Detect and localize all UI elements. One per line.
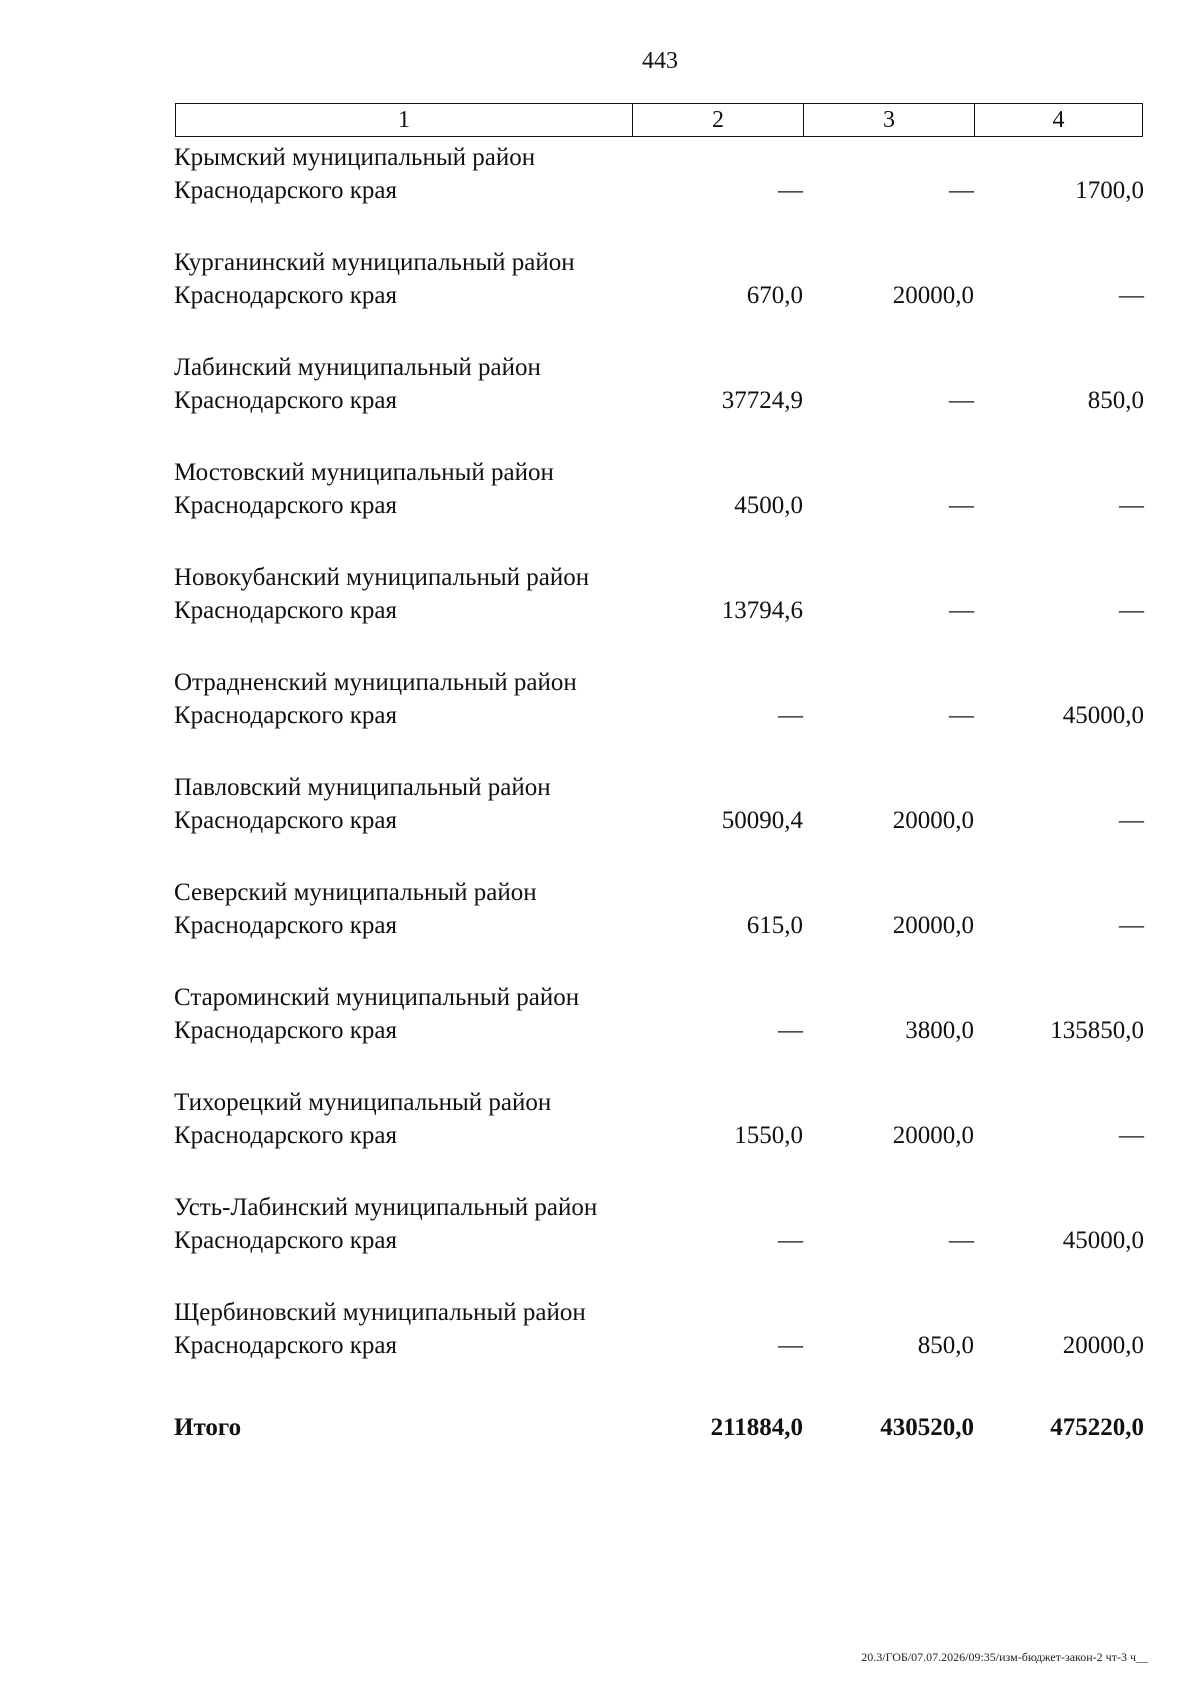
row-value-col-2: 615,0: [746, 912, 803, 939]
header-col-2: 2: [632, 104, 803, 136]
row-name: Отрадненский муниципальный район Краснодарского края: [174, 669, 577, 729]
row-name: Лабинский муниципальный район Краснодарского края: [174, 354, 541, 414]
row-value-col-2: 1550,0: [734, 1122, 803, 1149]
header-col-1: 1: [398, 107, 410, 133]
row-value-col-3: —: [949, 492, 974, 519]
row-value-col-4: —: [1119, 597, 1144, 624]
row-value-col-2: —: [778, 1227, 803, 1254]
table-row: [174, 351, 1144, 456]
row-value-col-3: 20000,0: [892, 912, 974, 939]
row-value-col-4: —: [1119, 807, 1144, 834]
row-value-col-4: 135850,0: [1050, 1017, 1144, 1044]
table-row: [174, 1086, 1144, 1191]
row-value-col-2: 37724,9: [721, 387, 803, 414]
table-row: [174, 771, 1144, 876]
table-row: [174, 246, 1144, 351]
row-value-col-3: 20000,0: [892, 282, 974, 309]
row-name: Курганинский муниципальный район Краснодарского края: [174, 249, 575, 309]
table-row: [174, 666, 1144, 771]
row-value-col-2: —: [778, 177, 803, 204]
table-row: [174, 141, 1144, 246]
row-value-col-2: 50090,4: [721, 807, 803, 834]
row-value-col-4: —: [1119, 492, 1144, 519]
table-body: [174, 141, 1144, 1461]
row-name: Староминский муниципальный район Краснодарского края: [174, 984, 580, 1044]
row-value-col-2: 670,0: [746, 282, 803, 309]
row-name: Крымский муниципальный район Краснодарского края: [174, 144, 536, 204]
row-value-col-2: 4500,0: [734, 492, 803, 519]
document-footer-code: 20.3/ГОБ/07.07.2026/09:35/изм-бюджет-закон-2 чт-3 ч__: [861, 1650, 1148, 1664]
table-row: [174, 981, 1144, 1086]
row-value-col-3: —: [949, 1227, 974, 1254]
row-name: Усть-Лабинский муниципальный район Краснодарского края: [174, 1194, 598, 1254]
row-name: Щербиновский муниципальный район Краснодарского края: [174, 1299, 586, 1359]
row-value-col-4: 850,0: [1087, 387, 1144, 414]
total-value-col-3: 430520,0: [880, 1414, 974, 1441]
row-value-col-4: —: [1119, 282, 1144, 309]
row-value-col-2: —: [778, 1332, 803, 1359]
row-value-col-3: —: [949, 177, 974, 204]
row-value-col-3: 20000,0: [892, 1122, 974, 1149]
row-value-col-4: —: [1119, 1122, 1144, 1149]
row-value-col-3: 850,0: [917, 1332, 974, 1359]
header-col-3: 3: [803, 104, 974, 136]
row-value-col-3: —: [949, 387, 974, 414]
row-name: Тихорецкий муниципальный район Краснодарского края: [174, 1089, 552, 1149]
row-value-col-3: —: [949, 597, 974, 624]
header-col-4: 4: [974, 104, 1142, 136]
total-value-col-2: 211884,0: [710, 1414, 803, 1441]
table-row: [174, 561, 1144, 666]
row-value-col-4: 20000,0: [1062, 1332, 1144, 1359]
row-value-col-2: —: [778, 1017, 803, 1044]
row-name: Мостовский муниципальный район Краснодарского края: [174, 459, 554, 519]
table-row: [174, 456, 1144, 561]
row-name: Новокубанский муниципальный район Краснодарского края: [174, 564, 590, 624]
row-value-col-2: 13794,6: [721, 597, 803, 624]
row-value-col-4: 1700,0: [1075, 177, 1144, 204]
row-value-col-4: 45000,0: [1062, 1227, 1144, 1254]
table-row: [174, 1296, 1144, 1401]
table-row: [174, 1191, 1144, 1296]
page-number: 443: [642, 48, 678, 74]
row-value-col-3: —: [949, 702, 974, 729]
total-label: Итого: [174, 1414, 242, 1441]
table-header: [175, 103, 1143, 137]
row-value-col-3: 20000,0: [892, 807, 974, 834]
total-row: [174, 1401, 1144, 1461]
row-value-col-4: —: [1119, 912, 1144, 939]
row-value-col-2: —: [778, 702, 803, 729]
row-value-col-3: 3800,0: [905, 1017, 974, 1044]
row-name: Северский муниципальный район Краснодарского края: [174, 879, 537, 939]
total-value-col-4: 475220,0: [1050, 1414, 1144, 1441]
table-row: [174, 876, 1144, 981]
row-value-col-4: 45000,0: [1062, 702, 1144, 729]
row-name: Павловский муниципальный район Краснодарского края: [174, 774, 551, 834]
